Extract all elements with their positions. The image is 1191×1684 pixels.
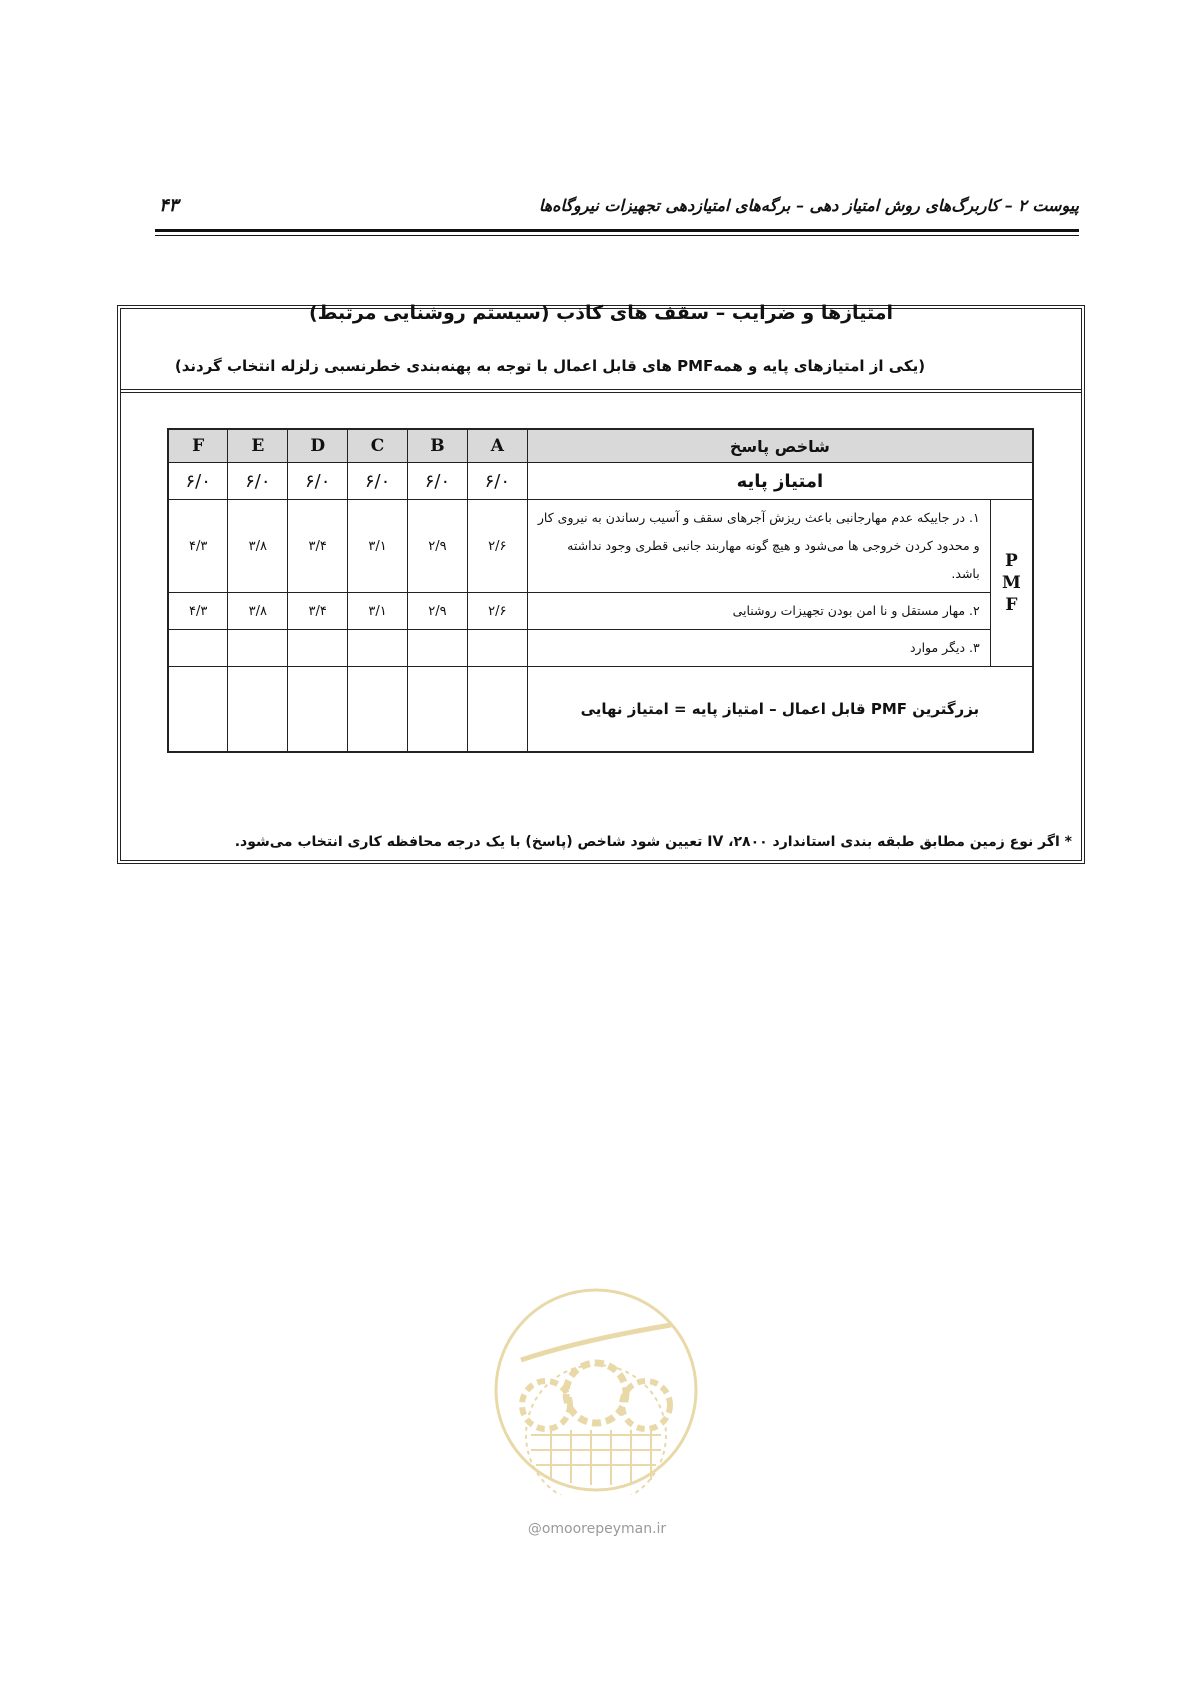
header-rule-thick — [155, 229, 1079, 232]
watermark-logo — [491, 1285, 701, 1495]
response-header: شاخص پاسخ — [527, 429, 1033, 463]
final-score-b — [408, 667, 468, 753]
base-score-e: ۶/۰ — [228, 463, 288, 500]
pmf-letter-m: M — [1001, 573, 1021, 593]
pmf2-value-f: ۴/۳ — [168, 593, 228, 630]
base-score-a: ۶/۰ — [467, 463, 527, 500]
base-score-b: ۶/۰ — [408, 463, 468, 500]
watermark-site: @omoorepeyman.ir — [527, 1521, 667, 1537]
column-header-b: B — [408, 429, 468, 463]
final-score-c — [348, 667, 408, 753]
column-header-e: E — [228, 429, 288, 463]
title-divider — [120, 389, 1082, 393]
pmf-letter-p: P — [1004, 551, 1018, 571]
column-header-d: D — [288, 429, 348, 463]
table-row — [168, 630, 1033, 667]
final-score-a — [467, 667, 527, 753]
pmf1-value-a: ۲/۶ — [467, 500, 527, 593]
base-score-c: ۶/۰ — [348, 463, 408, 500]
pmf2-value-e: ۳/۸ — [228, 593, 288, 630]
score-table — [167, 428, 1034, 753]
pmf3-value-e — [228, 630, 288, 667]
pmf3-value-b — [408, 630, 468, 667]
pmf-letter-f: F — [1005, 595, 1018, 615]
base-score-d: ۶/۰ — [288, 463, 348, 500]
pmf2-value-b: ۲/۹ — [408, 593, 468, 630]
final-score-row — [168, 667, 1033, 753]
final-score-d — [288, 667, 348, 753]
pmf1-value-c: ۳/۱ — [348, 500, 408, 593]
pmf3-value-f — [168, 630, 228, 667]
column-header-f: F — [168, 429, 228, 463]
column-header-c: C — [348, 429, 408, 463]
page-number: ۴۳ — [159, 195, 179, 216]
section-title: امتیازها و ضرایب – سقف های کاذب (سیستم روشنایی مرتبط) — [309, 302, 893, 324]
base-score-f: ۶/۰ — [168, 463, 228, 500]
page-header — [155, 196, 1079, 218]
pmf1-condition: ۱. در جاییکه عدم مهارجانبی باعث ریزش آجرهای سقف و آسیب رساندن به نیروی کار و محدود کردن خروجی ها می‌شود و هیچ گونه مهاربند جانبی قطری وجود نداشته باشد. — [527, 500, 990, 593]
table-header-row — [168, 429, 1033, 463]
pmf-label — [990, 500, 1033, 667]
pmf1-value-e: ۳/۸ — [228, 500, 288, 593]
pmf3-value-a — [467, 630, 527, 667]
final-score-f — [168, 667, 228, 753]
pmf3-value-c — [348, 630, 408, 667]
pmf2-value-a: ۲/۶ — [467, 593, 527, 630]
footnote: * اگر نوع زمین مطابق طبقه بندی استاندارد ۲۸۰۰، IV تعیین شود شاخص (پاسخ) با یک درجه محافظه کاری انتخاب می‌شود. — [234, 834, 1072, 850]
pmf1-value-d: ۳/۴ — [288, 500, 348, 593]
pmf3-value-d — [288, 630, 348, 667]
pmf2-condition: ۲. مهار مستقل و نا امن بودن تجهیزات روشنایی — [527, 593, 990, 630]
section-subtitle: (یکی از امتیازهای پایه و همهPMF های قابل اعمال با توجه به پهنه‌بندی خطرنسبی زلزله انتخاب گردند) — [174, 357, 926, 375]
table-row — [168, 500, 1033, 593]
header-title: پیوست ۲ – کاربرگ‌های روش امتیاز دهی – برگه‌های امتیازدهی تجهیزات نیروگاه‌ها — [538, 196, 1079, 215]
header-rule-thin — [155, 235, 1079, 236]
table-row — [168, 593, 1033, 630]
final-score-e — [228, 667, 288, 753]
base-score-label: امتیاز پایه — [527, 463, 1033, 500]
final-score-label: بزرگترین PMF قابل اعمال – امتیاز پایه = امتیاز نهایی — [527, 667, 1033, 753]
column-header-a: A — [467, 429, 527, 463]
pmf1-value-b: ۲/۹ — [408, 500, 468, 593]
pmf2-value-c: ۳/۱ — [348, 593, 408, 630]
pmf1-value-f: ۴/۳ — [168, 500, 228, 593]
base-score-row — [168, 463, 1033, 500]
pmf2-value-d: ۳/۴ — [288, 593, 348, 630]
pmf3-condition: ۳. دیگر موارد — [527, 630, 990, 667]
